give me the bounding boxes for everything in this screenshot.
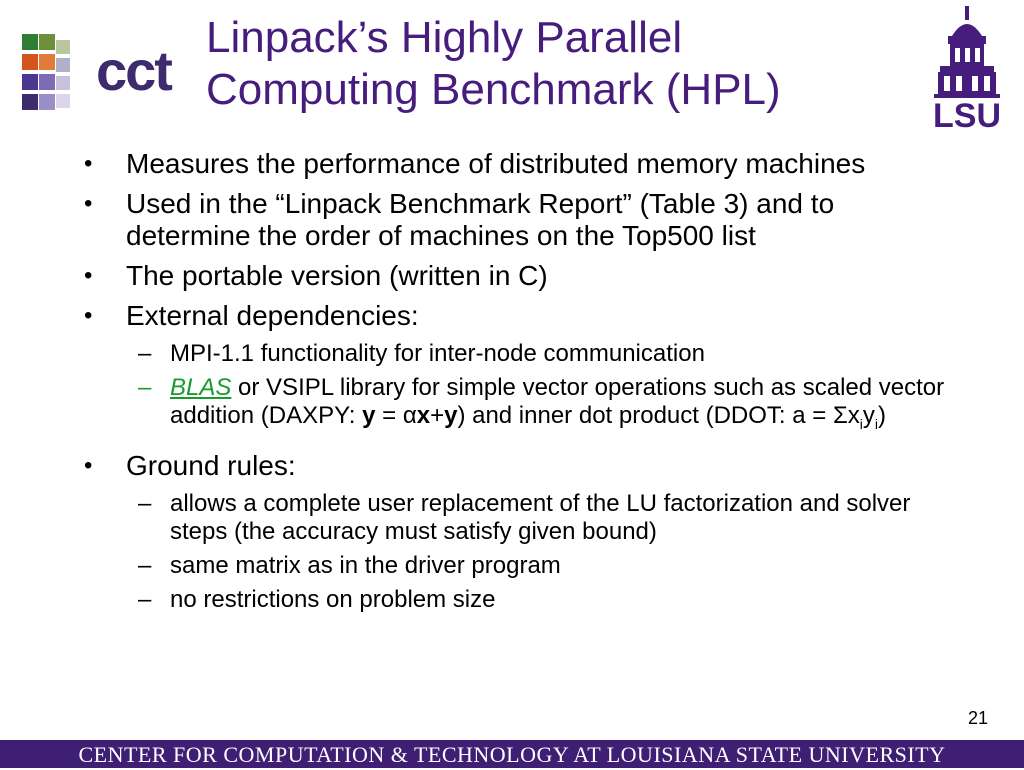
bullet-icon: • [84, 302, 93, 329]
blas-link[interactable]: BLAS [170, 374, 232, 401]
bullet-text: The portable version (written in C) [126, 260, 548, 291]
page-number: 21 [967, 708, 988, 728]
sub-bullet-text: BLAS or VSIPL library for simple vector operations such as scaled vector addition (DAXPY: y = αx+y) and inner dot product (DDOT: $a = \Sigma x_iy_i$) [170, 374, 945, 432]
slide-title [206, 12, 906, 116]
lsu-tower-icon [922, 6, 1012, 130]
sub-bullet-text: allows a complete user replacement of the LU factorization and solver steps (the accuracy must satisfy given bound) [170, 489, 911, 545]
bullet-icon: • [84, 190, 93, 217]
lsu-logo-text: LSU [933, 97, 1001, 130]
dash-icon: – [138, 489, 152, 517]
footer-banner: CENTER FOR COMPUTATION & TECHNOLOGY AT LOUISIANA STATE UNIVERSITY [0, 740, 1024, 768]
sub-bullet-item [84, 374, 964, 438]
bullet-text: Measures the performance of distributed memory machines [126, 148, 866, 179]
sub-bullet-item [84, 490, 964, 546]
bullet-text: External dependencies: [126, 300, 419, 331]
sub-bullet-text: MPI-1.1 functionality for inter-node communication [170, 340, 705, 367]
lsu-logo [922, 6, 1012, 130]
dash-icon: – [138, 340, 152, 367]
dash-icon: – [138, 374, 152, 401]
bullet-icon: • [84, 262, 93, 289]
title-line-2: Computing Benchmark (HPL) [206, 65, 781, 114]
bullet-text: Ground rules: [126, 449, 296, 481]
sub-bullet-item [84, 552, 964, 580]
title-line-1: Linpack’s Highly Parallel [206, 13, 683, 62]
bullet-icon: • [84, 150, 93, 177]
sub-bullet-item [84, 586, 964, 614]
bullet-item [84, 188, 964, 252]
dash-icon: – [138, 585, 152, 613]
cct-squares-icon [22, 34, 74, 114]
bullet-item [84, 450, 964, 482]
slide-content [84, 148, 964, 620]
bullet-text: Used in the “Linpack Benchmark Report” (Table 3) and to determine the order of machines on the Top500 list [126, 188, 835, 251]
cct-logo [22, 34, 182, 114]
cct-logo-text: cct [96, 39, 171, 102]
bullet-item [84, 300, 964, 332]
sub-bullet-text: same matrix as in the driver program [170, 551, 561, 579]
dash-icon: – [138, 551, 152, 579]
bullet-item [84, 148, 964, 180]
bullet-icon: • [84, 451, 93, 479]
sub-bullet-item [84, 340, 964, 368]
sub-bullet-text: no restrictions on problem size [170, 585, 496, 613]
bullet-item [84, 260, 964, 292]
